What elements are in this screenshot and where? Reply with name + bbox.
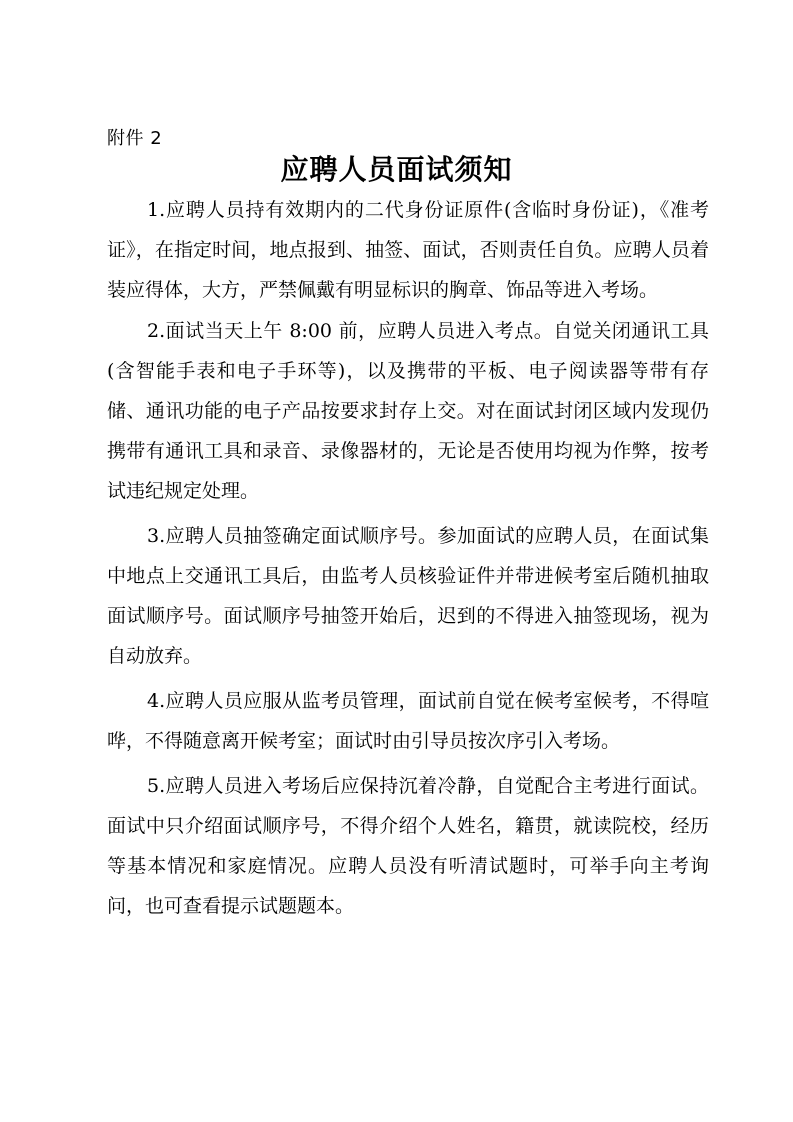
paragraph-1: 1.应聘人员持有效期内的二代身份证原件(含临时身份证)，《准考证》，在指定时间，地点报到、抽签、面试，否则责任自负。应聘人员着装应得体，大方，严禁佩戴有明显标识的胸章、饰品等进入考场。 [107,199,709,301]
paragraph-4: 4.应聘人员应服从监考员管理，面试前自觉在候考室候考，不得喧哗，不得随意离开候考室；面试时由引导员按次序引入考场。 [107,690,709,752]
paragraph-3: 3.应聘人员抽签确定面试顺序号。参加面试的应聘人员，在面试集中地点上交通讯工具后，由监考人员核验证件并带进候考室后随机抽取面试顺序号。面试顺序号抽签开始后，迟到的不得进入抽签现场，视为自动放弃。 [107,525,709,667]
attachment-label: 附件 2 [107,128,163,149]
page-title: 应聘人员面试须知 [280,153,513,186]
document-body [107,190,709,927]
paragraph-2: 2.面试当天上午 8:00 前，应聘人员进入考点。自觉关闭通讯工具(含智能手表和电子手环等)，以及携带的平板、电子阅读器等带有存储、通讯功能的电子产品按要求封存上交。对在面试封闭区域内发现仍携带有通讯工具和录音、录像器材的，无论是否使用均视为作弊，按考试违纪规定处理。 [107,320,709,502]
paragraph-5: 5.应聘人员进入考场后应保持沉着冷静，自觉配合主考进行面试。面试中只介绍面试顺序号，不得介绍个人姓名，籍贯，就读院校，经历等基本情况和家庭情况。应聘人员没有听清试题时，可举手向主考询问，也可查看提示试题题本。 [107,775,709,917]
